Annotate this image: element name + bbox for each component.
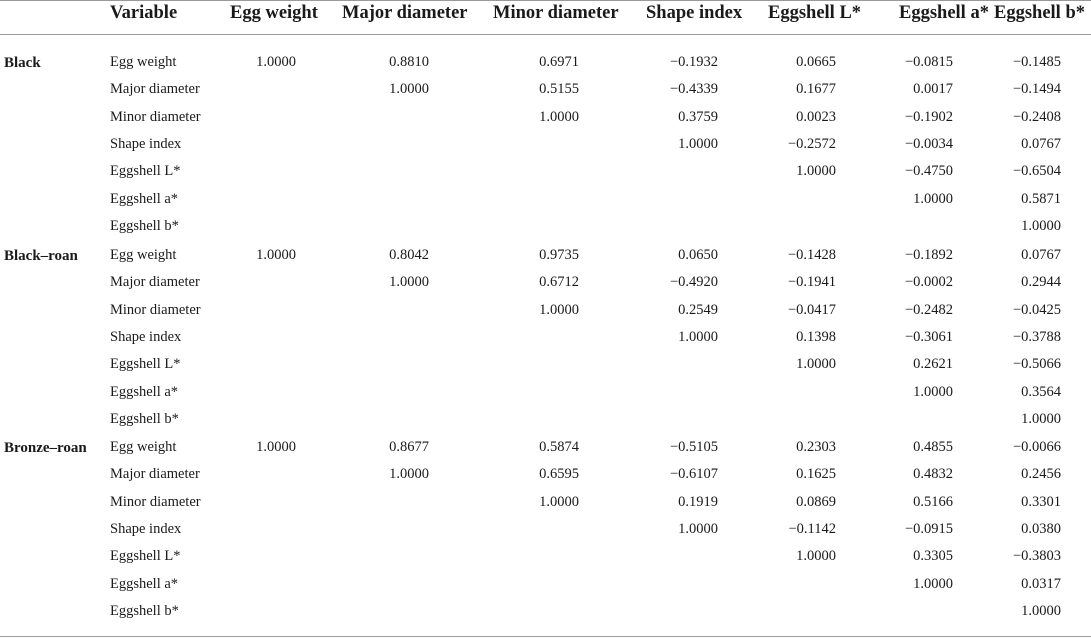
table-cell: 0.0317 bbox=[1021, 575, 1061, 592]
row-label: Eggshell b* bbox=[110, 602, 179, 619]
table-cell: 1.0000 bbox=[678, 135, 718, 152]
table-cell: −0.1902 bbox=[904, 108, 953, 125]
table-cell: 0.1919 bbox=[678, 493, 718, 510]
group-label: Black bbox=[4, 55, 41, 71]
table-cell: 0.2944 bbox=[1021, 274, 1061, 291]
table-cell: −0.1941 bbox=[787, 274, 836, 291]
table-cell: 0.6595 bbox=[539, 466, 579, 483]
column-header: Variable bbox=[110, 3, 178, 23]
table-cell: 0.8042 bbox=[389, 247, 429, 263]
table-cell: −0.5066 bbox=[1012, 356, 1061, 373]
table-cell: 0.0380 bbox=[1021, 520, 1061, 537]
table-cell: 0.0767 bbox=[1021, 247, 1061, 263]
table-cell: −0.1892 bbox=[904, 247, 953, 263]
table-header-rule bbox=[0, 34, 1091, 35]
table-cell: 1.0000 bbox=[796, 163, 836, 180]
table-cell: 0.6712 bbox=[539, 274, 579, 291]
table-cell: −0.3061 bbox=[904, 328, 953, 345]
table-cell: 0.5871 bbox=[1021, 190, 1061, 207]
table-cell: 0.5155 bbox=[539, 81, 579, 98]
table-cell: 0.1398 bbox=[796, 328, 836, 345]
table-cell: −0.3788 bbox=[1012, 328, 1061, 345]
table-cell: 0.0017 bbox=[913, 81, 953, 98]
table-cell: 0.2621 bbox=[913, 356, 953, 373]
row-label: Egg weight bbox=[110, 54, 177, 70]
table-cell: 1.0000 bbox=[389, 466, 429, 483]
row-label: Major diameter bbox=[110, 81, 200, 98]
table-cell: −0.0066 bbox=[1012, 439, 1061, 455]
row-label: Egg weight bbox=[110, 439, 177, 455]
table-cell: 1.0000 bbox=[1021, 217, 1061, 234]
row-label: Major diameter bbox=[110, 466, 200, 483]
table-cell: 0.3305 bbox=[913, 548, 953, 565]
table-cell: 0.8810 bbox=[389, 54, 429, 70]
table-cell: −0.2482 bbox=[904, 301, 953, 318]
table-cell: 0.5874 bbox=[539, 439, 579, 455]
table-cell: 0.3759 bbox=[678, 108, 718, 125]
table-cell: 0.6971 bbox=[539, 54, 579, 70]
table-cell: 1.0000 bbox=[678, 520, 718, 537]
table-cell: 0.4832 bbox=[913, 466, 953, 483]
table-cell: 0.8677 bbox=[389, 439, 429, 455]
column-header: Eggshell b* bbox=[994, 3, 1085, 23]
table-cell: −0.3803 bbox=[1012, 548, 1061, 565]
column-header: Major diameter bbox=[342, 3, 468, 23]
table-cell: 0.4855 bbox=[913, 439, 953, 455]
row-label: Eggshell L* bbox=[110, 163, 181, 180]
table-cell: −0.1142 bbox=[788, 520, 836, 537]
table-cell: 0.2456 bbox=[1021, 466, 1061, 483]
column-header: Minor diameter bbox=[493, 3, 619, 23]
table-cell: 1.0000 bbox=[796, 356, 836, 373]
table-cell: 1.0000 bbox=[913, 190, 953, 207]
table-cell: −0.1428 bbox=[787, 247, 836, 263]
table-cell: 1.0000 bbox=[678, 328, 718, 345]
row-label: Eggshell b* bbox=[110, 217, 179, 234]
table-cell: −0.1485 bbox=[1012, 54, 1061, 70]
table-cell: −0.4920 bbox=[669, 274, 718, 291]
group-label: Bronze–roan bbox=[4, 440, 87, 456]
table-cell: −0.0425 bbox=[1012, 301, 1061, 318]
table-cell: −0.0034 bbox=[904, 135, 953, 152]
table-cell: −0.0915 bbox=[904, 520, 953, 537]
table-cell: 0.5166 bbox=[913, 493, 953, 510]
row-label: Shape index bbox=[110, 135, 182, 152]
table-cell: 1.0000 bbox=[796, 548, 836, 565]
table-cell: 1.0000 bbox=[1021, 410, 1061, 427]
table-cell: −0.1932 bbox=[669, 54, 718, 70]
row-label: Eggshell a* bbox=[110, 190, 179, 207]
table-cell: 0.1625 bbox=[796, 466, 836, 483]
group-label: Black–roan bbox=[4, 248, 78, 264]
table-cell: 0.2549 bbox=[678, 301, 718, 318]
table-cell: 1.0000 bbox=[913, 383, 953, 400]
table-cell: 0.0023 bbox=[796, 108, 836, 125]
table-cell: −0.6504 bbox=[1012, 163, 1061, 180]
row-label: Shape index bbox=[110, 520, 182, 537]
row-label: Eggshell a* bbox=[110, 383, 179, 400]
table-cell: −0.2572 bbox=[787, 135, 836, 152]
table-cell: 0.0650 bbox=[678, 247, 718, 263]
table-cell: −0.4339 bbox=[669, 81, 718, 98]
table-cell: −0.4750 bbox=[904, 163, 953, 180]
column-header: Eggshell a* bbox=[899, 3, 989, 23]
row-label: Minor diameter bbox=[110, 493, 201, 510]
row-label: Eggshell L* bbox=[110, 548, 181, 565]
table-cell: −0.6107 bbox=[669, 466, 718, 483]
row-label: Eggshell b* bbox=[110, 410, 179, 427]
table-cell: 1.0000 bbox=[539, 301, 579, 318]
table-cell: −0.1494 bbox=[1012, 81, 1061, 98]
table-top-rule bbox=[0, 0, 1091, 1]
table-cell: 1.0000 bbox=[256, 439, 296, 455]
table-cell: 1.0000 bbox=[256, 54, 296, 70]
row-label: Egg weight bbox=[110, 247, 177, 263]
column-header: Egg weight bbox=[230, 3, 318, 23]
row-label: Minor diameter bbox=[110, 301, 201, 318]
table-cell: 0.0767 bbox=[1021, 135, 1061, 152]
table-cell: −0.0002 bbox=[904, 274, 953, 291]
table-cell: 1.0000 bbox=[1021, 602, 1061, 619]
row-label: Shape index bbox=[110, 328, 182, 345]
table-cell: −0.2408 bbox=[1012, 108, 1061, 125]
table-cell: 0.0665 bbox=[796, 54, 836, 70]
row-label: Eggshell L* bbox=[110, 356, 181, 373]
table-cell: −0.5105 bbox=[669, 439, 718, 455]
table-cell: 1.0000 bbox=[539, 493, 579, 510]
row-label: Minor diameter bbox=[110, 108, 201, 125]
column-header: Eggshell L* bbox=[768, 3, 862, 23]
table-cell: 0.1677 bbox=[796, 81, 836, 98]
column-header: Shape index bbox=[646, 3, 743, 23]
table-cell: 0.9735 bbox=[539, 247, 579, 263]
table-cell: 0.0869 bbox=[796, 493, 836, 510]
table-cell: −0.0417 bbox=[787, 301, 836, 318]
table-cell: 1.0000 bbox=[389, 81, 429, 98]
table-bottom-rule bbox=[0, 636, 1091, 637]
table-cell: 0.3301 bbox=[1021, 493, 1061, 510]
table-cell: 1.0000 bbox=[539, 108, 579, 125]
table-cell: 1.0000 bbox=[256, 247, 296, 263]
table-cell: 0.2303 bbox=[796, 439, 836, 455]
table-cell: 1.0000 bbox=[913, 575, 953, 592]
table-cell: −0.0815 bbox=[904, 54, 953, 70]
table-cell: 0.3564 bbox=[1021, 383, 1061, 400]
table-cell: 1.0000 bbox=[389, 274, 429, 291]
row-label: Eggshell a* bbox=[110, 575, 179, 592]
row-label: Major diameter bbox=[110, 274, 200, 291]
